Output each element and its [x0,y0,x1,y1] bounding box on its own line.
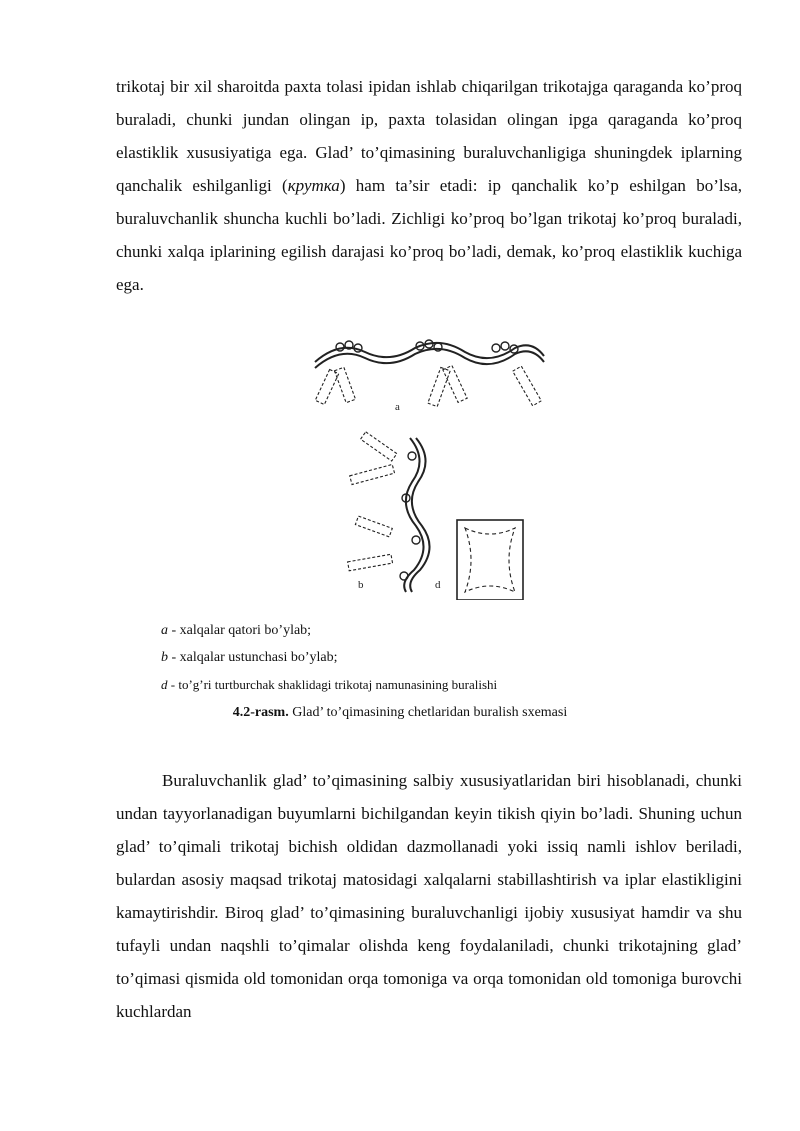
figure-4-2 [300,330,560,600]
figure-caption [0,705,800,721]
label-a: a [395,401,400,413]
paragraph-top [116,70,742,301]
legend-text: - xalqalar ustunchasi bo’ylab; [168,650,338,665]
legend-item-a [161,617,497,644]
paragraph-top-text-1: trikotaj bir xil sharoitda paxta tolasi ipidan ishlab chiqarilgan trikotajga qaraganda ko’proq buraladi, chunki jundan olingan ip, paxta tolasidan olingan ipga qaraganda ko’proq elastiklik xususiyatiga ega. Glad’ to’qimasining buraluvchanligiga shuningdek iplarning qanchalik eshilganligi ( [116,77,742,195]
figure-number: 4.2-rasm. [232,705,289,720]
label-b: b [358,579,364,591]
paragraph-bottom: Buraluvchanlik glad’ to’qimasining salbiy xususiyatlaridan biri hisoblanadi, chunki undan tayyorlanadigan buyumlarni bichilgandan keyin tikish qiyin bo’ladi. Shuning uchun glad’ to’qimali trikotaj bichish oldidan dazmollanadi yoki issiq namli ishlov beriladi, bulardan asosiy maqsad trikotaj matosidagi xalqalarni stabillashtirish va iplar elastikligini kamaytirishdir. Biroq glad’ to’qimasining buraluvchanligi ijobiy xususiyat hamdir va shu tufayli undan naqshli to’qimalar olishda keng foydalaniladi, chunki trikotajning glad’ to’qimasi qismida old tomonidan orqa tomoniga va orqa tomonidan old tomoniga burovchi kuchlardan [116,771,742,1021]
curling-scheme-figure [300,330,560,600]
legend-text: - to’g’ri turtburchak shaklidagi trikotaj namunasining buralishi [167,677,498,692]
legend-letter: d [161,677,168,692]
scheme-a-course-curl [315,340,544,407]
label-d: d [435,579,441,591]
legend-item-b [161,644,497,671]
scheme-b-wale-curl [348,432,430,592]
paragraph-top-text-2: ) ham ta’sir etadi: ip qanchalik ko’p eshilgan bo’lsa, buraluvchanlik shuncha kuchli bo’ladi. Zichligi ko’proq bo’lgan trikotaj ko’proq buraladi, chunki xalqa iplarining egilish darajasi ko’proq bo’ladi, demak, ko’proq elastiklik kuchiga ega. [116,176,742,294]
paragraph-top-italic-term: крутка [287,176,340,195]
legend-text: - xalqalar qatori bo’ylab; [168,623,312,638]
scheme-d-rectangle-curl [457,520,523,600]
legend-letter: a [161,623,168,638]
figure-legend [161,617,497,698]
legend-item-d [161,671,497,698]
legend-letter: b [161,650,168,665]
figure-title: Glad’ to’qimasining chetlaridan buralish sxemasi [288,705,568,720]
